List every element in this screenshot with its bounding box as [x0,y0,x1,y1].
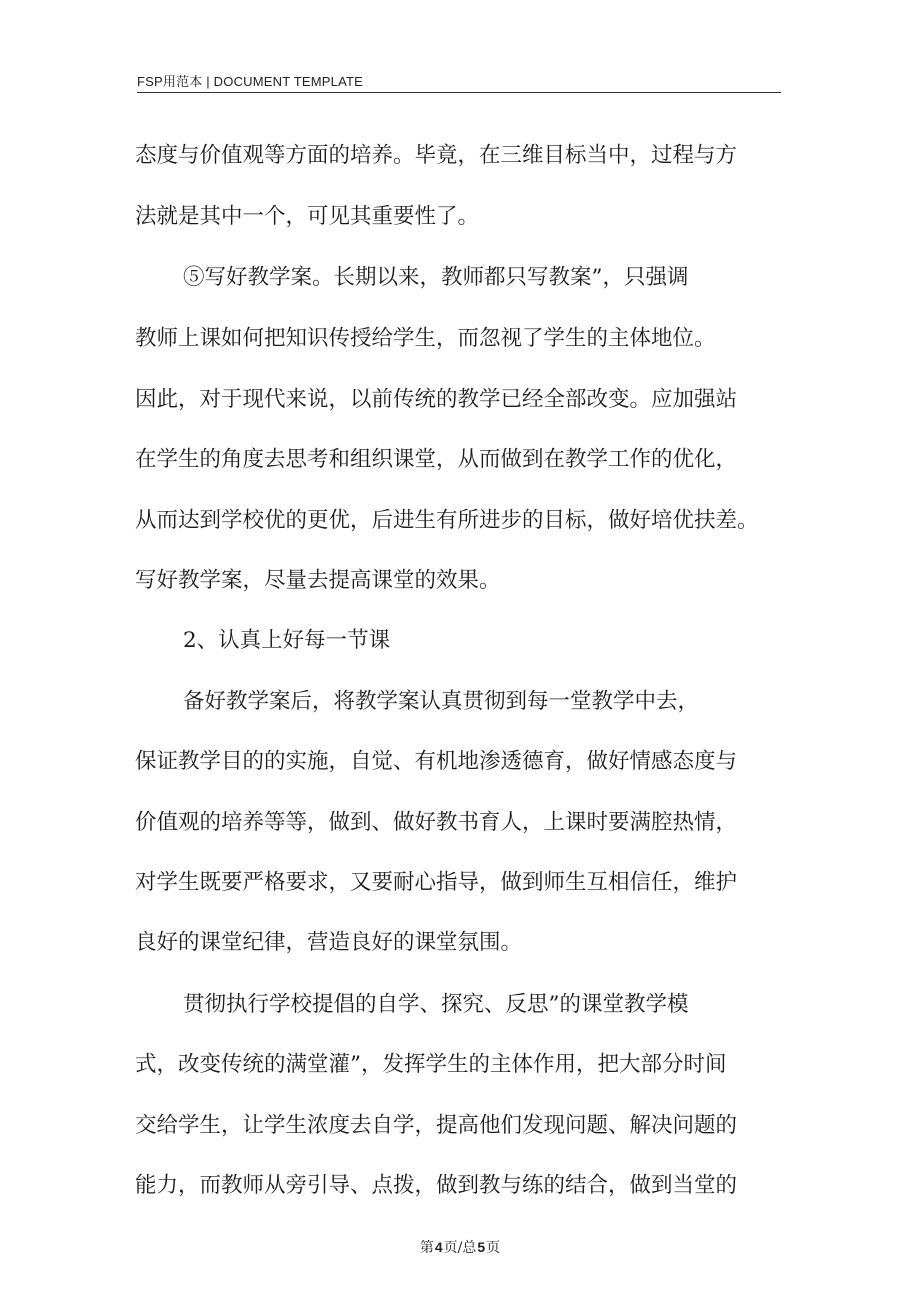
paragraph-line: 因此，对于现代来说，以前传统的教学已经全部改变。应加强站 [135,387,738,412]
paragraph-line: 价值观的培养等等，做到、做好教书育人，上课时要满腔热情， [135,810,738,835]
paragraph-line: 良好的课堂纪律，营造良好的课堂氛围。 [135,930,523,955]
footer-suffix: 页 [486,1240,501,1256]
paragraph-line: 从而达到学校优的更优，后进生有所进步的目标，做好培优扶差。 [135,508,759,533]
paragraph-line: 态度与价值观等方面的培养。毕竟，在三维目标当中，过程与方 [135,143,738,168]
page-header [137,70,781,93]
footer-prefix: 第 [419,1240,434,1256]
page-footer [0,1237,920,1257]
footer-middle: 页/总 [443,1240,477,1256]
paragraph-line: 交给学生，让学生浓度去自学，提高他们发现问题、解决问题的 [135,1113,738,1138]
paragraph-line: 备好教学案后，将教学案认真贯彻到每一堂教学中去， [183,689,700,714]
header-title: FSP用范本 | DOCUMENT TEMPLATE [137,74,363,89]
paragraph-line: 在学生的角度去思考和组织课堂，从而做到在教学工作的优化， [135,447,738,472]
paragraph-line: 写好教学案，尽量去提高课堂的效果。 [135,568,501,593]
paragraph-line: ⑤写好教学案。长期以来，教师都只写教案”，只强调 [183,265,689,290]
paragraph-line: 教师上课如何把知识传授给学生，而忽视了学生的主体地位。 [135,326,716,351]
section-heading: 2、认真上好每一节课 [183,628,391,653]
paragraph-line: 式，改变传统的满堂灌”，发挥学生的主体作用，把大部分时间 [135,1052,727,1077]
paragraph-line: 贯彻执行学校提倡的自学、探究、反思”的课堂教学模 [183,992,689,1017]
current-page-number: 4 [434,1239,443,1255]
paragraph-line: 对学生既要严格要求，又要耐心指导，做到师生互相信任，维护 [135,870,738,895]
paragraph-line: 保证教学目的的实施，自觉、有机地渗透德育，做好情感态度与 [135,749,738,774]
paragraph-line: 法就是其中一个，可见其重要性了。 [135,204,480,229]
total-page-number: 5 [477,1239,486,1255]
paragraph-line: 能力，而教师从旁引导、点拨，做到教与练的结合，做到当堂的 [135,1173,738,1198]
